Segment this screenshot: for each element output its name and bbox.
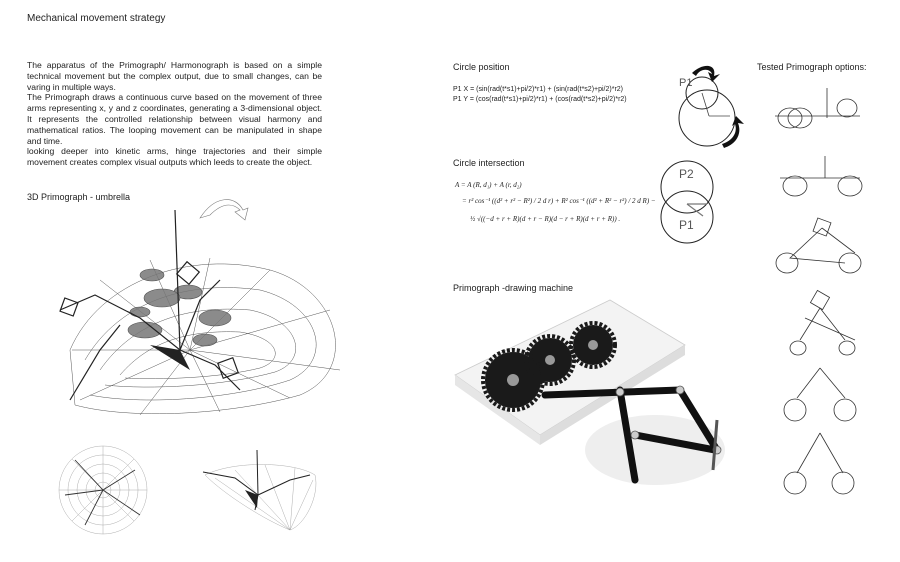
paragraph-1: The apparatus of the Primograph/ Harmonograph is based on a simple technical movement but the complex output, due to small changes, can be varing in multiple ways. <box>27 60 322 92</box>
tested-options-heading: Tested Primograph options: <box>757 62 867 72</box>
intersection-label-p1: P1 <box>679 218 694 232</box>
drawing-machine-heading: Primograph -drawing machine <box>453 283 574 293</box>
drawing-machine-figure <box>455 300 740 520</box>
description-text <box>27 60 322 168</box>
page-title: Mechanical movement strategy <box>27 13 166 24</box>
circle-position-formula-x: P1 X = (sin(rad(t*s1)+pi/2)*r1) + (sin(rad(t*s2)+pi/2)*r2) <box>453 86 624 93</box>
circle-position-diagram <box>672 58 752 153</box>
intersection-formula-line-2: = r² cos⁻¹ ((d² + r² − R²) / 2 d r) + R² cos⁻¹ ((d² + R² − r²) / 2 d R) − <box>462 197 656 205</box>
umbrella-wireframe-figure <box>40 200 370 430</box>
intersection-formula-line-1: A = A (R, d₁) + A (r, d₂) <box>455 181 522 189</box>
circle-position-heading: Circle position <box>453 62 510 72</box>
umbrella-top-view-figure <box>55 440 150 540</box>
tested-options-figures <box>765 78 875 508</box>
intersection-formula-line-3: ½ √((−d + r + R)(d + r − R)(d − r + R)(d + r + R)) . <box>470 215 621 223</box>
paragraph-3: looking deeper into kinetic arms, hinge trajectories and their simple movement creates complex visual outputs which leeds to create the object. <box>27 146 322 168</box>
intersection-label-p2: P2 <box>679 167 694 181</box>
umbrella-side-view-figure <box>195 450 325 535</box>
circle-position-label-p1: P1 <box>679 77 693 89</box>
circle-intersection-heading: Circle intersection <box>453 158 525 168</box>
circle-position-formula-y: P1 Y = (cos(rad(t*s1)+pi/2)*r1) + (cos(rad(t*s2)+pi/2)*r2) <box>453 96 627 103</box>
paragraph-2: The Primograph draws a continuous curve based on the movement of three arms representing x, y and z coordinates, generating a 3-dimensional object. It represents the controlled relationship between visual harmony and mathematical ratios. The looping movement can be manipulated in shape and time. <box>27 92 322 146</box>
umbrella-heading: 3D Primograph - umbrella <box>27 192 131 202</box>
